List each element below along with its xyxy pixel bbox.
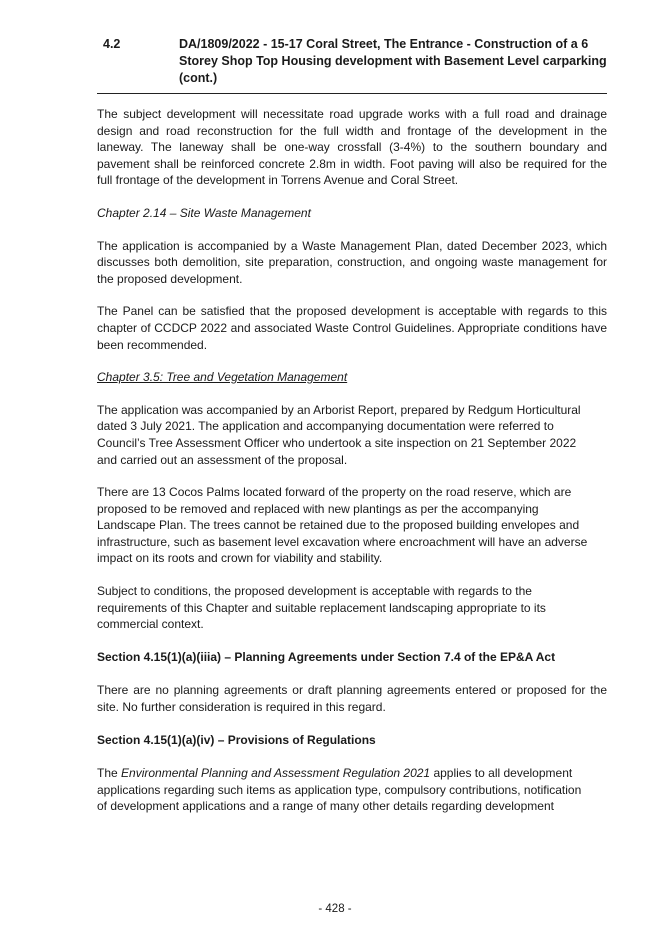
regulation-name: Environmental Planning and Assessment Regulation 2021 [121, 766, 431, 781]
text-line: of development applications and a range of many other details regarding development [97, 799, 554, 814]
report-item-header [97, 36, 607, 94]
text-line: proposed to be removed and replaced with new plantings as per the accompanying [97, 501, 539, 516]
heading-site-waste-management: Chapter 2.14 – Site Waste Management [97, 205, 311, 220]
text-line: There are 13 Cocos Palms located forward of the property on the road reserve, which are [97, 485, 572, 500]
text-line: Landscape Plan. The trees cannot be retained due to the proposed building envelopes and [97, 518, 580, 533]
paragraph-cocos-palms [97, 484, 607, 567]
text-line: requirements of this Chapter and suitable replacement landscaping appropriate to its [97, 600, 546, 615]
text-run: The [97, 766, 122, 781]
text-line: The application was accompanied by an Arborist Report, prepared by Redgum Horticultural [97, 402, 581, 417]
page-number: - 428 - [318, 903, 352, 915]
paragraph-arborist-report [97, 402, 607, 468]
text-line: commercial context. [97, 617, 204, 632]
paragraph-waste-satisfied: The Panel can be satisfied that the proposed development is acceptable with regards to this chapter of CCDCP 2022 and associated Waste Control Guidelines. Appropriate conditions have been recommended. [97, 304, 607, 352]
text-line: dated 3 July 2021. The application and accompanying documentation were referred to [97, 419, 554, 434]
paragraph-waste-plan: The application is accompanied by a Waste Management Plan, dated December 2023, which discusses both demolition, site preparation, construction, and ongoing waste management for the proposed development. [97, 238, 607, 286]
heading-tree-vegetation-management: Chapter 3.5: Tree and Vegetation Management [97, 370, 348, 385]
heading-provisions-of-regulations: Section 4.15(1)(a)(iv) – Provisions of Regulations [97, 732, 376, 747]
text-line: Subject to conditions, the proposed development is acceptable with regards to the [97, 584, 532, 599]
item-number: 4.2 [103, 37, 121, 51]
paragraph-regulations [97, 765, 607, 815]
paragraph-tree-conditions [97, 583, 607, 633]
document-body [97, 106, 607, 815]
item-title: DA/1809/2022 - 15-17 Coral Street, The Entrance - Construction of a 6 Storey Shop Top Housing development with Basement Level carparking (cont.) [179, 37, 607, 85]
text-run: applies to all development [430, 766, 573, 781]
text-line: applications regarding such items as application type, compulsory contributions, notification [97, 782, 582, 797]
paragraph-planning-agreements: There are no planning agreements or draft planning agreements entered or proposed for the site. No further consideration is required in this regard. [97, 683, 607, 715]
heading-planning-agreements: Section 4.15(1)(a)(iiia) – Planning Agreements under Section 7.4 of the EP&A Act [97, 649, 556, 664]
text-line: Council’s Tree Assessment Officer who undertook a site inspection on 21 September 2022 [97, 435, 577, 450]
text-line: infrastructure, such as basement level excavation where encroachment will have an adverse [97, 534, 588, 549]
text-line: impact on its roots and crown for viability and stability. [97, 551, 383, 566]
paragraph-road-upgrade: The subject development will necessitate road upgrade works with a full road and drainage design and road reconstruction for the full width and frontage of the development in the laneway. The laneway shall be one-way crossfall (3-4%) to the southern boundary and pavement shall be reinforced concrete 2.8m in width. Foot paving will also be required for the full frontage of the development in Torrens Avenue and Coral Street. [97, 107, 607, 188]
text-line: and carried out an assessment of the proposal. [97, 452, 348, 467]
